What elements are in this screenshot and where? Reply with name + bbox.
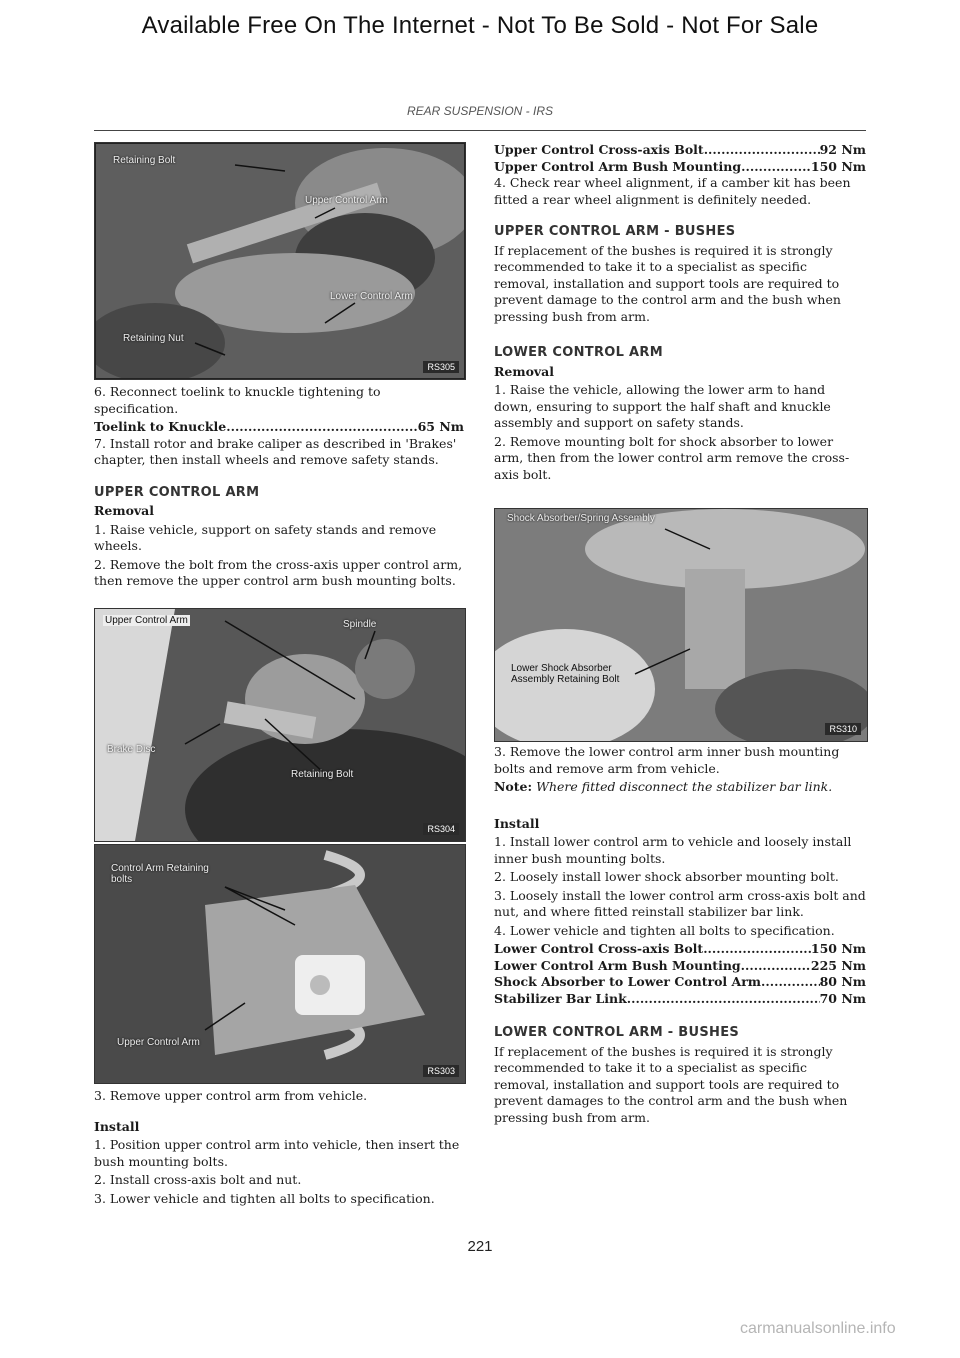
spec-value: 70 Nm xyxy=(819,990,866,1006)
spec-leader xyxy=(741,958,811,975)
callout-lower-shock-retaining-bolt: Lower Shock Absorber Assembly Retaining Bolt xyxy=(511,663,620,685)
step-text: 6. Reconnect toelink to knuckle tightening to specification. xyxy=(94,384,381,416)
right-column-top xyxy=(494,142,866,485)
spec-upper-cross-axis xyxy=(494,142,866,159)
step-text: 4. Lower vehicle and tighten all bolts to specification. xyxy=(494,922,835,938)
section-heading-lower-control-arm: LOWER CONTROL ARM xyxy=(494,345,663,360)
callout-retaining-nut: Retaining Nut xyxy=(123,333,184,344)
photo-upper-control-arm xyxy=(94,608,466,842)
spec-leader xyxy=(704,142,820,159)
step-text: 2. Loosely install lower shock absorber mounting bolt. xyxy=(494,869,839,884)
step-text: 3. Remove the lower control arm inner bush mounting bolts and remove arm from vehicle. xyxy=(494,744,840,776)
step-text: 2. Remove the bolt from the cross-axis upper control arm, then remove the upper control arm bush mounting bolts. xyxy=(94,556,463,588)
spec-label: Upper Control Arm Bush Mounting xyxy=(494,158,742,174)
callout-shock-absorber-spring-assembly: Shock Absorber/Spring Assembly xyxy=(507,513,655,524)
section-heading-upper-bushes: UPPER CONTROL ARM - BUSHES xyxy=(494,224,736,239)
subheading-removal: Removal xyxy=(94,503,155,518)
spec-leader xyxy=(226,419,417,436)
callout-control-arm-retaining-bolts: Control Arm Retaining bolts xyxy=(111,863,209,885)
spec-value: 92 Nm xyxy=(819,142,866,157)
spec-label: Upper Control Cross-axis Bolt xyxy=(494,142,704,157)
figure-number: RS310 xyxy=(825,723,861,735)
callout-upper-control-arm: Upper Control Arm xyxy=(117,1037,200,1048)
step-text: 3. Remove upper control arm from vehicle. xyxy=(94,1088,368,1103)
spec-leader xyxy=(703,941,811,958)
paragraph: If replacement of the bushes is required it is strongly recommended to take it to a specialist as specific removal, installation and support tools are required to prevent damages to the control arm and the bush when pressing bush from arm. xyxy=(494,1043,848,1125)
spec-shock-to-lower-arm xyxy=(494,974,866,991)
callout-brake-disc: Brake Disc xyxy=(107,744,156,755)
step-text: 3. Lower vehicle and tighten all bolts to specification. xyxy=(94,1190,435,1206)
figure-number: RS304 xyxy=(423,823,459,835)
figure-number: RS305 xyxy=(423,361,459,373)
subheading-install: Install xyxy=(94,1118,140,1134)
section-heading-upper-control-arm: UPPER CONTROL ARM xyxy=(94,484,260,500)
step-text: 2. Remove mounting bolt for shock absorber to lower arm, then from the lower control arm remove the cross-axis bolt. xyxy=(494,433,850,482)
spec-upper-bush-mounting xyxy=(494,159,866,176)
left-column-bottom xyxy=(94,1088,464,1209)
photo-shock-absorber xyxy=(494,508,868,742)
spec-value: 150 Nm xyxy=(810,158,866,174)
note xyxy=(494,779,866,796)
photo-control-arm-bolts xyxy=(94,844,466,1084)
spec-leader xyxy=(761,974,820,991)
spec-lower-cross-axis xyxy=(494,941,866,958)
spec-value: 80 Nm xyxy=(819,974,866,989)
step-text: 2. Install cross-axis bolt and nut. xyxy=(94,1172,302,1187)
spec-value: 150 Nm xyxy=(810,941,866,956)
spec-value: 65 Nm xyxy=(417,419,464,434)
site-watermark: carmanualsonline.info xyxy=(740,1320,896,1337)
page-banner: Available Free On The Internet - Not To Be Sold - Not For Sale xyxy=(141,12,819,39)
figure-number: RS303 xyxy=(423,1065,459,1077)
photo-control-arms xyxy=(94,142,466,380)
callout-retaining-bolt: Retaining Bolt xyxy=(113,155,176,166)
step-text: 1. Raise the vehicle, allowing the lower arm to hand down, ensuring to support the half shaft and knuckle assembly and support on safety stands. xyxy=(494,382,831,430)
left-column-top xyxy=(94,384,464,592)
spec-label: Stabilizer Bar Link xyxy=(494,990,627,1006)
spec-label: Shock Absorber to Lower Control Arm xyxy=(494,974,762,989)
spec-value: 225 Nm xyxy=(810,957,866,973)
step-text: 1. Raise vehicle, support on safety stands and remove wheels. xyxy=(94,521,437,553)
step-text: 7. Install rotor and brake caliper as described in 'Brakes' chapter, then install wheels and remove safety stands. xyxy=(94,435,457,467)
page-number: 221 xyxy=(467,1238,493,1255)
spec-label: Lower Control Cross-axis Bolt xyxy=(494,941,704,956)
note-label: Note: xyxy=(494,779,533,794)
right-column-bottom xyxy=(494,744,866,1128)
note-text: Where fitted disconnect the stabilizer bar link. xyxy=(536,779,833,794)
spec-leader xyxy=(627,991,820,1008)
spec-label: Lower Control Arm Bush Mounting xyxy=(494,957,741,973)
spec-label: Toelink to Knuckle xyxy=(94,419,227,434)
paragraph: If replacement of the bushes is required it is strongly recommended to take it to a specialist as specific removal, installation and support tools are required to prevent damage to the control arm and the bush when pressing bush from arm. xyxy=(494,242,841,324)
callout-retaining-bolt: Retaining Bolt xyxy=(291,769,354,780)
spec-leader xyxy=(741,159,811,176)
running-head: REAR SUSPENSION - IRS xyxy=(406,104,554,118)
callout-spindle: Spindle xyxy=(343,619,377,630)
step-text: 3. Loosely install the lower control arm cross-axis bolt and nut, and where fitted reinstall stabilizer bar link. xyxy=(494,887,866,919)
subheading-install: Install xyxy=(494,815,540,831)
subheading-removal: Removal xyxy=(494,363,555,379)
spec-stabilizer-bar-link xyxy=(494,991,866,1008)
step-text: 4. Check rear wheel alignment, if a camber kit has been fitted a rear wheel alignment is definitely needed. xyxy=(494,175,851,207)
spec-lower-bush-mounting xyxy=(494,958,866,975)
callout-upper-control-arm: Upper Control Arm xyxy=(105,615,188,626)
callout-lower-control-arm: Lower Control Arm xyxy=(330,291,413,302)
section-heading-lower-bushes: LOWER CONTROL ARM - BUSHES xyxy=(494,1025,740,1040)
callout-upper-control-arm: Upper Control Arm xyxy=(305,195,388,206)
step-text: 1. Position upper control arm into vehicle, then insert the bush mounting bolts. xyxy=(94,1137,460,1169)
step-text: 1. Install lower control arm to vehicle and loosely install inner bush mounting bolts. xyxy=(494,834,852,866)
header-rule xyxy=(94,130,866,131)
spec-toelink xyxy=(94,419,464,436)
